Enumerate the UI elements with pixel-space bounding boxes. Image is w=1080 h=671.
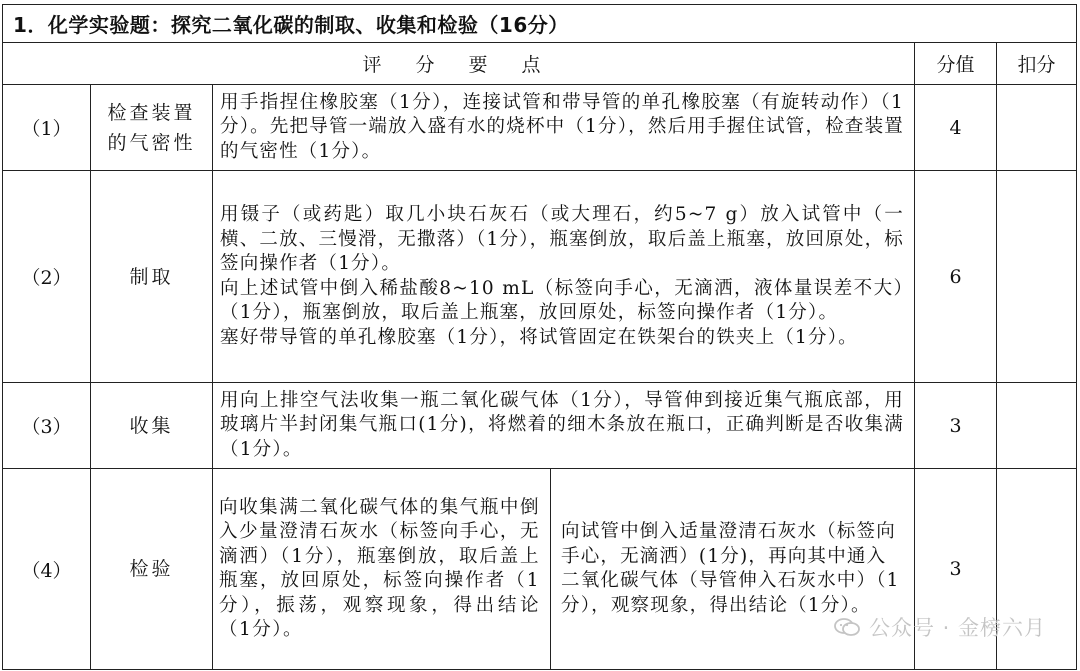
row-deduct: [997, 469, 1077, 670]
row-content: 用向上排空气法收集一瓶二氧化碳气体（1分），导管伸到接近集气瓶底部，用玻璃片半封闭集气瓶口(1分)，将燃着的细木条放在瓶口，正确判断是否收集满（1分）。: [213, 383, 915, 469]
row-number: （4）: [3, 469, 91, 670]
content-paragraph: 用镊子（或药匙）取几小块石灰石（或大理石，约5~7 g）放入试管中（一横、二放、三慢滑，无撒落）（1分），瓶塞倒放，取后盖上瓶塞，放回原处，标签向操作者（1分）。: [220, 204, 904, 274]
row-content-right: 向试管中倒入适量澄清石灰水（标签向手心，无滴洒）(1分)，再向其中通入二氧化碳气体（导管伸入石灰水中）（1分），观察现象，得出结论（1分）。: [551, 469, 915, 670]
header-deduct: 扣分: [997, 43, 1077, 85]
row-score: 3: [915, 383, 997, 469]
row-deduct: [997, 383, 1077, 469]
watermark-text: 公众号 · 金榜六月: [868, 616, 1046, 640]
row-content: [213, 171, 915, 383]
title-row: [3, 5, 1077, 43]
row-deduct: [997, 171, 1077, 383]
table-row: [3, 469, 1077, 670]
header-criteria: 评 分 要 点: [3, 43, 915, 85]
header-score: 分值: [915, 43, 997, 85]
row-score: 4: [915, 85, 997, 171]
row-score: 3: [915, 469, 997, 670]
scoring-table: [2, 4, 1077, 670]
question-title: 1．化学实验题：探究二氧化碳的制取、收集和检验（16分）: [3, 5, 1077, 43]
row-item: 制取: [91, 171, 213, 383]
table-row: [3, 85, 1077, 171]
row-number: （2）: [3, 171, 91, 383]
content-paragraph: 塞好带导管的单孔橡胶塞（1分），将试管固定在铁架台的铁夹上（1分）。: [220, 326, 858, 348]
row-item: 检验: [91, 469, 213, 670]
row-deduct: [997, 85, 1077, 171]
content-paragraph: 向上述试管中倒入稀盐酸8~10 mL（标签向手心，无滴洒，液体量误差不大）（1分），瓶塞倒放，取后盖上瓶塞，放回原处，标签向操作者（1分）。: [220, 277, 904, 323]
table-row: [3, 383, 1077, 469]
row-number: （3）: [3, 383, 91, 469]
row-number: （1）: [3, 85, 91, 171]
row-content: 用手指捏住橡胶塞（1分），连接试管和带导管的单孔橡胶塞（有旋转动作）（1分）。先把导管一端放入盛有水的烧杯中（1分），然后用手握住试管，检查装置的气密性（1分）。: [213, 85, 915, 171]
row-content-left: 向收集满二氧化碳气体的集气瓶中倒入少量澄清石灰水（标签向手心，无滴洒）（1分），瓶塞倒放，取后盖上瓶塞，放回原处，标签向操作者（1分），振荡，观察现象，得出结论（1分）。: [213, 469, 551, 670]
row-item: 检查装置的气密性: [91, 85, 213, 171]
row-score: 6: [915, 171, 997, 383]
row-item: 收集: [91, 383, 213, 469]
header-row: [3, 43, 1077, 85]
table-row: [3, 171, 1077, 383]
